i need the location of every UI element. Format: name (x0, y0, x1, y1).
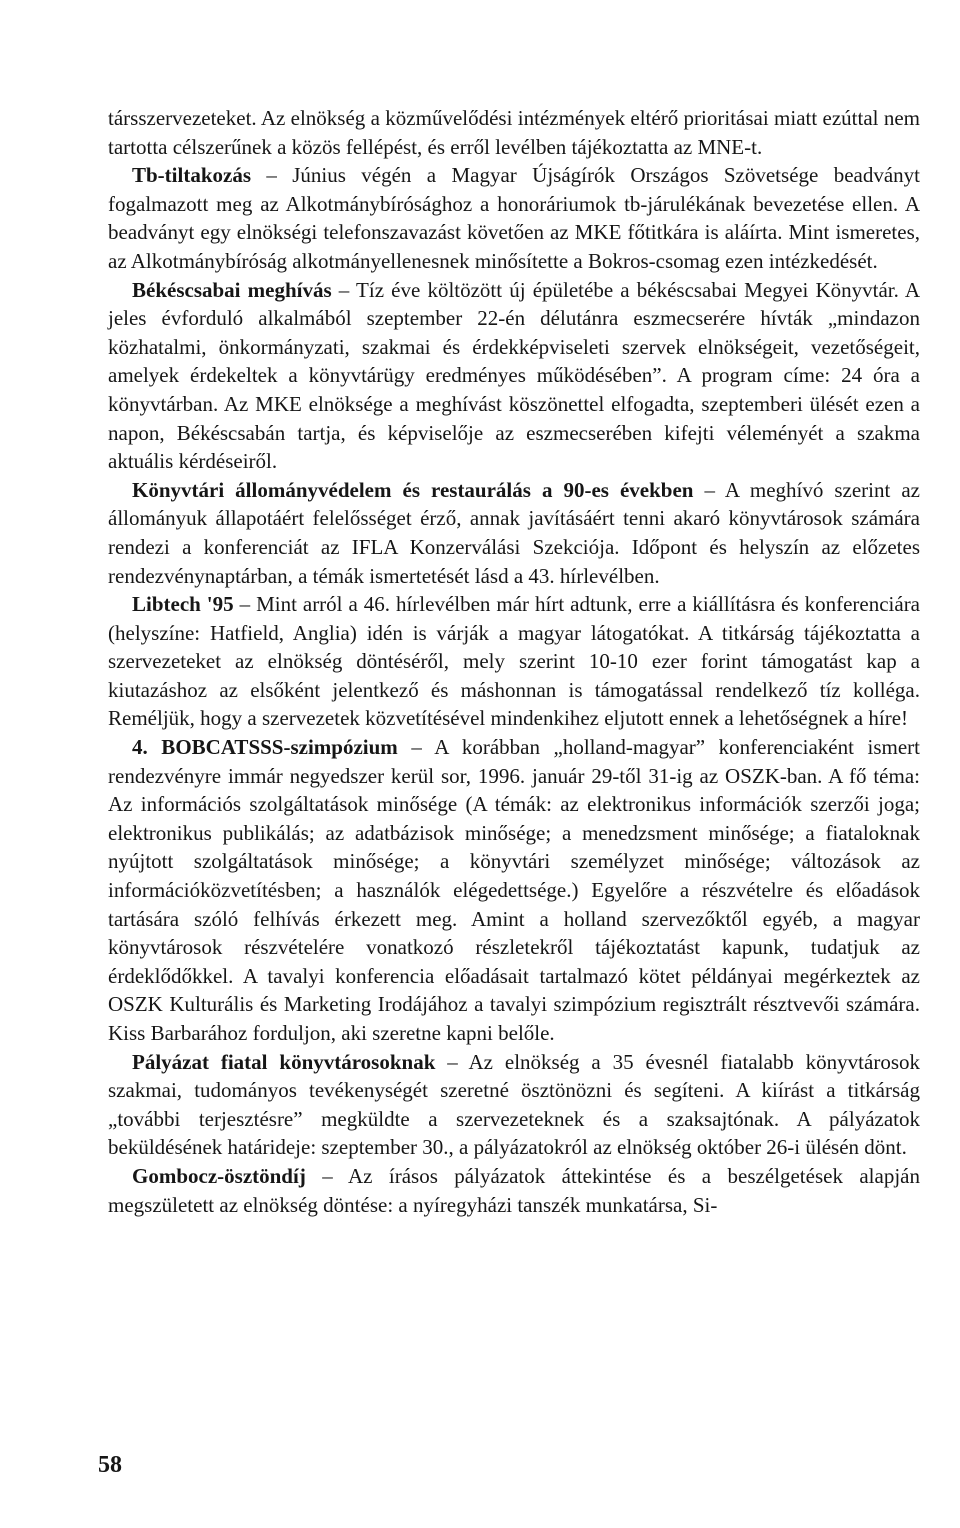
paragraph-bobcatsss (108, 733, 920, 1048)
heading-bekescsabai-meghivas: Békéscsabai meghívás (132, 277, 332, 302)
heading-gombocz: Gombocz-ösztöndíj (132, 1163, 306, 1188)
page-body (108, 104, 920, 1219)
heading-libtech: Libtech '95 (132, 592, 234, 617)
paragraph-palyazat-text: – Az elnökség a 35 évesnél fiatalabb könyvtárosok szakmai, tudományos tevékenységét szeretné ösztönözni és segíteni. A kiírást a titkárság „további terjesztésre” megküldte a szervezeteknek és a szaksajtónak. A pályázatok beküldésének határideje: szeptember 30., a pályázatokról az elnökség október 26-i ülésén dönt. (108, 1049, 921, 1160)
paragraph-tb-tiltakozas (108, 161, 920, 275)
paragraph-gombocz (108, 1162, 920, 1219)
paragraph-allomanyvedelem-text: – A meghívó szerint az állományuk állapotáért felelősséget érző, annak javításáért tenni akaró könyvtárosok számára rendezi a konferenciát az IFLA Konzerválási Szekciója. Időpont és helyszín az előzetes rendezvénynaptárban, a témák ismertetését lásd a 43. hírlevélben. (108, 477, 920, 588)
paragraph-tb-tiltakozas-text: – Június végén a Magyar Újságírók Országos Szövetsége beadványt fogalmazott meg az Alkotmánybírósághoz a honoráriumok tb-járulékának bevezetése ellen. A beadványt egy elnökségi telefonszavazást követően az MKE főtitkára is aláírta. Mint ismeretes, az Alkotmánybíróság alkotmányellenesnek minősítette a Bokros-csomag ezen intézkedését. (108, 163, 920, 273)
paragraph-bekescsabai-meghivas (108, 276, 920, 476)
paragraph-libtech (108, 590, 920, 733)
heading-bobcatsss: 4. BOBCATSSS-szimpózium (132, 735, 398, 760)
paragraph-intro (108, 104, 920, 161)
paragraph-gombocz-text: – Az írásos pályázatok áttekintése és a beszélgetések alapján megszületett az elnökség döntése: a nyíregyházi tanszék munkatársa, Si- (108, 1163, 920, 1217)
paragraph-palyazat (108, 1048, 920, 1162)
heading-palyazat: Pályázat fiatal könyvtárosoknak (132, 1049, 436, 1074)
paragraph-allomanyvedelem (108, 476, 920, 590)
page-number: 58 (98, 1452, 122, 1478)
paragraph-libtech-text: – Mint arról a 46. hírlevélben már hírt adtunk, erre a kiállításra és konferenciára (helyszíne: Hatfield, Anglia) idén is várják a magyar látogatókat. A titkárság tájékoztatta a szervezeteket az elnökség döntéséről, mely szerint 10-10 ezer forint támogatást kap a kiutazáshoz az elsőként jelentkező és máshonnan is támogatással rendelkező tíz kolléga. Reméljük, hogy a szervezetek közvetítésével mindenkihez eljutott ennek a lehetőségnek a híre! (108, 592, 921, 731)
paragraph-intro-text: társszervezeteket. Az elnökség a közművelődési intézmények eltérő prioritásai miatt ezúttal nem tartotta célszerűnek a közös fellépést, és erről levélben tájékoztatta az MNE-t. (108, 106, 920, 159)
paragraph-bobcatsss-text: – A korábban „holland-magyar” konferenciaként ismert rendezvényre immár negyedszer kerül sor, 1996. január 29-től 31-ig az OSZK-ban. A fő téma: Az információs szolgáltatások minősége (A témák: az elektronikus információk szerzői joga; elektronikus publikálás; az adatbázisok minősége; a menedzsment minősége; a fiataloknak nyújtott szolgáltatások minősége; a könyvtári személyzet minősége; változások az információközvetítésben; a használók elégedettsége.) Egyelőre a részvételre és előadások tartására szóló felhívás érkezett meg. Amint a holland szervezőktől egyéb, a magyar könyvtárosok részvételére vonatkozó részletekről tájékoztatást kapunk, tudatjuk az érdeklődőkkel. A tavalyi konferencia előadásait tartalmazó kötet példányai megérkeztek az OSZK Kulturális és Marketing Irodájához a tavalyi szimpózium regisztrált résztvevői számára. Kiss Barbarához forduljon, aki szeretne kapni belőle. (108, 735, 920, 1045)
heading-tb-tiltakozas: Tb-tiltakozás (132, 163, 252, 188)
paragraph-bekescsabai-meghivas-text: – Tíz éve költözött új épületébe a békéscsabai Megyei Könyvtár. A jeles évforduló alkalmából szeptember 22-én délutánra eszmecserére hívták „mindazon közhatalmi, önkormányzati, szakmai és érdekképviseleti szervek elnökségeit, vezetőségeit, amelyek érdekeltek a könyvtárügy eredményes működésében”. A program címe: 24 óra a könyvtárban. Az MKE elnöksége a meghívást köszönettel elfogadta, szeptemberi ülését ezen a napon, Békéscsabán tartja, és képviselője az eszmecserében kifejti véleményét a szakma aktuális kérdéseiről. (108, 277, 921, 474)
heading-allomanyvedelem: Könyvtári állományvédelem és restaurálás a 90-es években (132, 477, 694, 502)
